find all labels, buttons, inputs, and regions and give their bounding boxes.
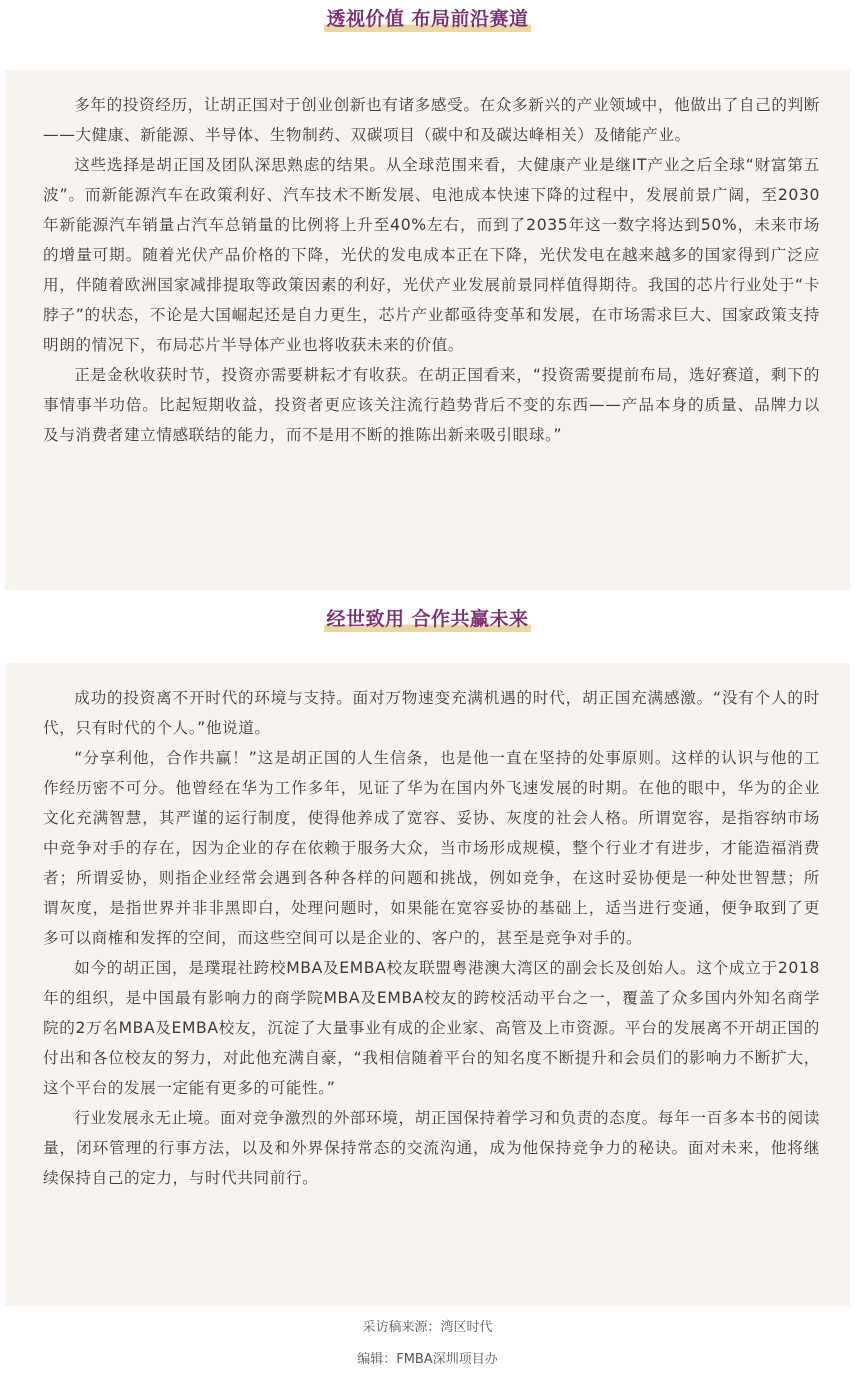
footer-source: 采访稿来源：湾区时代 <box>362 1320 493 1335</box>
section1-paragraph-2: 这些选择是胡正国及团队深思熟虑的结果。从全球范围来看，大健康产业是继IT产业之后全球“财富第五波”。而新能源汽车在政策利好、汽车技术不断发展、电池成本快速下降的过程中，发展前景广阔，至2030年新能源汽车销量占汽车总销量的比例将上升至40%左右，而到了2035年这一数字将达到50%，未来市场的增量可期。随着光伏产品价格的下降，光伏的发电成本正在下降，光伏发电在越来越多的国家得到广泛应用，伴随着欧洲国家减排提取等政策因素的利好，光伏产业发展前景同样值得期待。我国的芯片行业处于“卡脖子”的状态，不论是大国崛起还是自力更生，芯片产业都亟待变革和发展，在市场需求巨大、国家政策支持明朗的情况下，布局芯片半导体产业也将收获未来的价值。 <box>43 156 820 354</box>
section1-paragraph-3: 正是金秋收获时节，投资亦需要耕耘才有收获。在胡正国看来，“投资需要提前布局，选好赛道，剩下的事情事半功倍。比起短期收益，投资者更应该关注流行趋势背后不变的东西——产品本身的质量、品牌力以及与消费者建立情感联结的能力，而不是用不断的推陈出新来吸引眼球。” <box>43 366 820 444</box>
section2-paragraph-4: 行业发展永无止境。面对竞争激烈的外部环境，胡正国保持着学习和负责的态度。每年一百多本书的阅读量，闭环管理的行事方法，以及和外界保持常态的交流沟通，成为他保持竞争力的秘诀。面对未来，他将继续保持自己的定力，与时代共同前行。 <box>43 1109 820 1187</box>
section2-paragraph-3: 如今的胡正国，是璞琨社跨校MBA及EMBA校友联盟粤港澳大湾区的副会长及创始人。这个成立于2018年的组织，是中国最有影响力的商学院MBA及EMBA校友的跨校活动平台之一，覆盖了众多国内外知名商学院的2万名MBA及EMBA校友，沉淀了大量事业有成的企业家、高管及上市资源。平台的发展离不开胡正国的付出和各位校友的努力，对此他充满自豪，“我相信随着平台的知名度不断提升和会员们的影响力不断扩大，这个平台的发展一定能有更多的可能性。” <box>43 959 820 1097</box>
footer-editor: 编辑：FMBA深圳项目办 <box>357 1352 498 1367</box>
section2-paragraph-1: 成功的投资离不开时代的环境与支持。面对万物速变充满机遇的时代，胡正国充满感激。“没有个人的时代，只有时代的个人。”他说道。 <box>43 689 820 737</box>
section2-heading-wrap <box>0 604 855 634</box>
section1-paragraph-1: 多年的投资经历，让胡正国对于创业创新也有诸多感受。在众多新兴的产业领域中，他做出了自己的判断——大健康、新能源、半导体、生物制药、双碳项目（碳中和及碳达峰相关）及储能产业。 <box>43 96 820 144</box>
section1-heading: 透视价值 布局前沿赛道 <box>324 4 530 34</box>
section2-heading: 经世致用 合作共赢未来 <box>324 604 530 634</box>
section1-body <box>5 70 850 590</box>
section1-heading-wrap <box>0 4 855 34</box>
section2-paragraph-2: “分享利他，合作共赢！”这是胡正国的人生信条，也是他一直在坚持的处事原则。这样的认识与他的工作经历密不可分。他曾经在华为工作多年，见证了华为在国内外飞速发展的时期。在他的眼中，华为的企业文化充满智慧，其严谨的运行制度，使得他养成了宽容、妥协、灰度的社会人格。所谓宽容，是指容纳市场中竞争对手的存在，因为企业的存在依赖于服务大众，当市场形成规模，整个行业才有进步，才能造福消费者；所谓妥协，则指企业经常会遇到各种各样的问题和挑战，例如竞争，在这时妥协便是一种处世智慧；所谓灰度，是指世界并非非黑即白，处理问题时，如果能在宽容妥协的基础上，适当进行变通，便争取到了更多可以商榷和发挥的空间，而这些空间可以是企业的、客户的，甚至是竞争对手的。 <box>43 749 820 947</box>
section2-body <box>5 663 850 1306</box>
